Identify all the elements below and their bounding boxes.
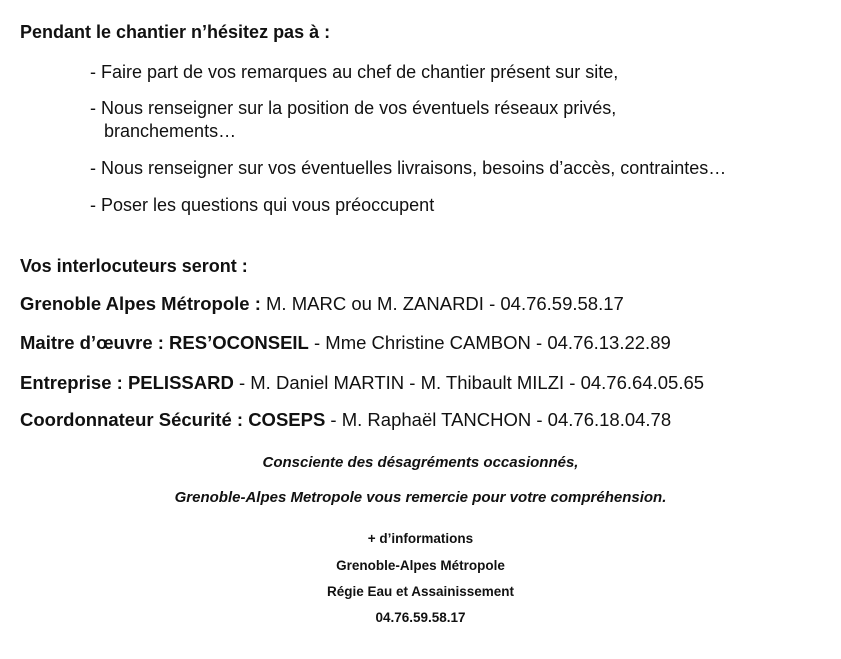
- contact-row-maitre-oeuvre: [20, 332, 671, 354]
- intro-heading: Pendant le chantier n’hésitez pas à :: [20, 22, 331, 42]
- bullet-networks-continued: branchements…: [104, 121, 237, 141]
- bullet-remarks: - Faire part de vos remarques au chef de chantier présent sur site,: [90, 62, 619, 82]
- info-line-3: Régie Eau et Assainissement: [326, 584, 515, 599]
- contact-text: M. MARC ou M. ZANARDI - 04.76.59.58.17: [260, 293, 624, 314]
- closing-line-2: Grenoble-Alpes Metropole vous remercie pour votre compréhension.: [174, 489, 667, 506]
- bullet-networks: - Nous renseigner sur la position de vos éventuels réseaux privés,: [90, 98, 617, 118]
- bullet-deliveries: - Nous renseigner sur vos éventuelles livraisons, besoins d’accès, contraintes…: [90, 158, 727, 178]
- contact-label: Coordonnateur Sécurité : COSEPS: [20, 409, 326, 430]
- info-line-4: 04.76.59.58.17: [375, 610, 466, 625]
- contact-label: Grenoble Alpes Métropole :: [20, 293, 261, 314]
- contacts-heading: Vos interlocuteurs seront :: [20, 256, 248, 276]
- contact-row-coordonnateur: [20, 409, 671, 431]
- info-line-1: + d’informations: [367, 531, 474, 546]
- contact-text: - Mme Christine CAMBON - 04.76.13.22.89: [308, 332, 671, 353]
- closing-line-1: Consciente des désagréments occasionnés,: [262, 454, 579, 471]
- contact-row-metropole: [20, 293, 624, 315]
- contact-label: Entreprise : PELISSARD: [20, 372, 234, 393]
- contact-text: - M. Daniel MARTIN - M. Thibault MILZI - 04.76.64.05.65: [233, 372, 705, 393]
- contact-row-entreprise: [20, 372, 704, 394]
- bullet-questions: - Poser les questions qui vous préoccupent: [90, 195, 435, 215]
- info-line-2: Grenoble-Alpes Métropole: [336, 558, 505, 573]
- contact-label: Maitre d’œuvre : RES’OCONSEIL: [20, 332, 309, 353]
- contact-text: - M. Raphaël TANCHON - 04.76.18.04.78: [325, 409, 672, 430]
